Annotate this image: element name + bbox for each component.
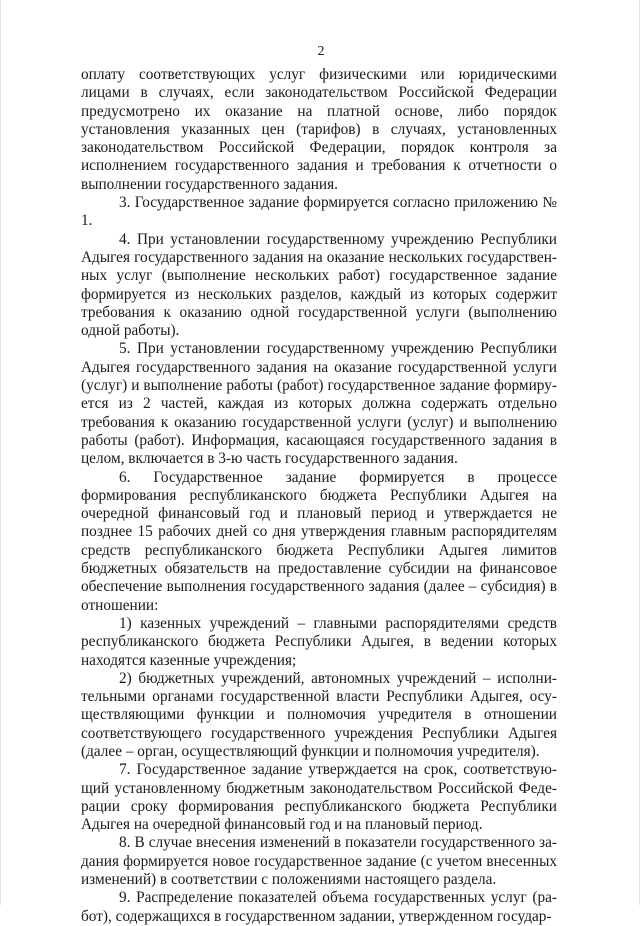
paragraph-4: 4. При установлении государственному учреждению Республики Адыгея государственного задания на оказание нескольких государственных услуг (выполнение нескольких работ) государственное задание формируется из нескольких разделов, каждый из которых содержит требования к оказанию одной государственной услуги (выполнению одной работы). bbox=[81, 230, 557, 340]
paragraph-6-item-2: 2) бюджетных учреждений, автономных учреждений – исполнительными органами государственной власти Республики Адыгея, осуществляющими функции и полномочия учредителя в отношении соответствующего государственного учреждения Республики Адыгея (далее – орган, осуществляющий функции и полномочия учредителя). bbox=[81, 669, 557, 760]
paragraph-6: 6. Государственное задание формируется в процессе формирования республиканского бюджета Республики Адыгея на очередной финансовый год и плановый период и утверждается не позднее 15 рабочих дней со дня утверждения главным распорядителям средств республиканского бюджета Республики Адыгея лимитов бюджетных обязательств на предоставление субсидии на финансовое обеспечение выполнения государственного задания (далее – субсидия) в отношении: bbox=[81, 468, 557, 614]
paragraph-3: 3. Государственное задание формируется согласно приложению № 1. bbox=[81, 194, 557, 230]
paragraph-7: 7. Государственное задание утверждается на срок, соответствующий установленному бюджетным законодательством Российской Федерации сроку формирования республиканского бюджета Республики Адыгея на очередной финансовый год и на плановый период. bbox=[81, 761, 557, 834]
page-number: 2 bbox=[317, 44, 325, 59]
document-body bbox=[81, 66, 557, 926]
paragraph-5: 5. При установлении государственному учреждению Республики Адыгея государственного задания на оказание государственной услуги (услуг) и выполнение работы (работ) государственное задание формируется из 2 частей, каждая из которых должна содержать отдельно требования к оказанию государственной услуги (услуг) и выполнению работы (работ). Информация, касающаяся государственного задания в целом, включается в 3-ю часть государственного задания. bbox=[81, 340, 557, 468]
paragraph-8: 8. В случае внесения изменений в показатели государственного задания формируется новое государственное задание (с учетом внесенных изменений) в соответствии с положениями настоящего раздела. bbox=[81, 834, 557, 889]
paragraph-6-item-1: 1) казенных учреждений – главными распорядителями средств республиканского бюджета Республики Адыгея, в ведении которых находятся казенные учреждения; bbox=[81, 614, 557, 669]
paragraph-9: 9. Распределение показателей объема государственных услуг (работ), содержащихся в государственном задании, утвержденном государ- bbox=[81, 889, 557, 925]
paragraph-continuation: оплату соответствующих услуг физическими или юридическими лицами в случаях, если законодательством Российской Федерации предусмотрено их оказание на платной основе, либо порядок установления указанных цен (тарифов) в случаях, установленных законодательством Российской Федерации, порядок контроля за исполнением государственного задания и требования к отчетности о выполнении государственного задания. bbox=[81, 66, 557, 193]
